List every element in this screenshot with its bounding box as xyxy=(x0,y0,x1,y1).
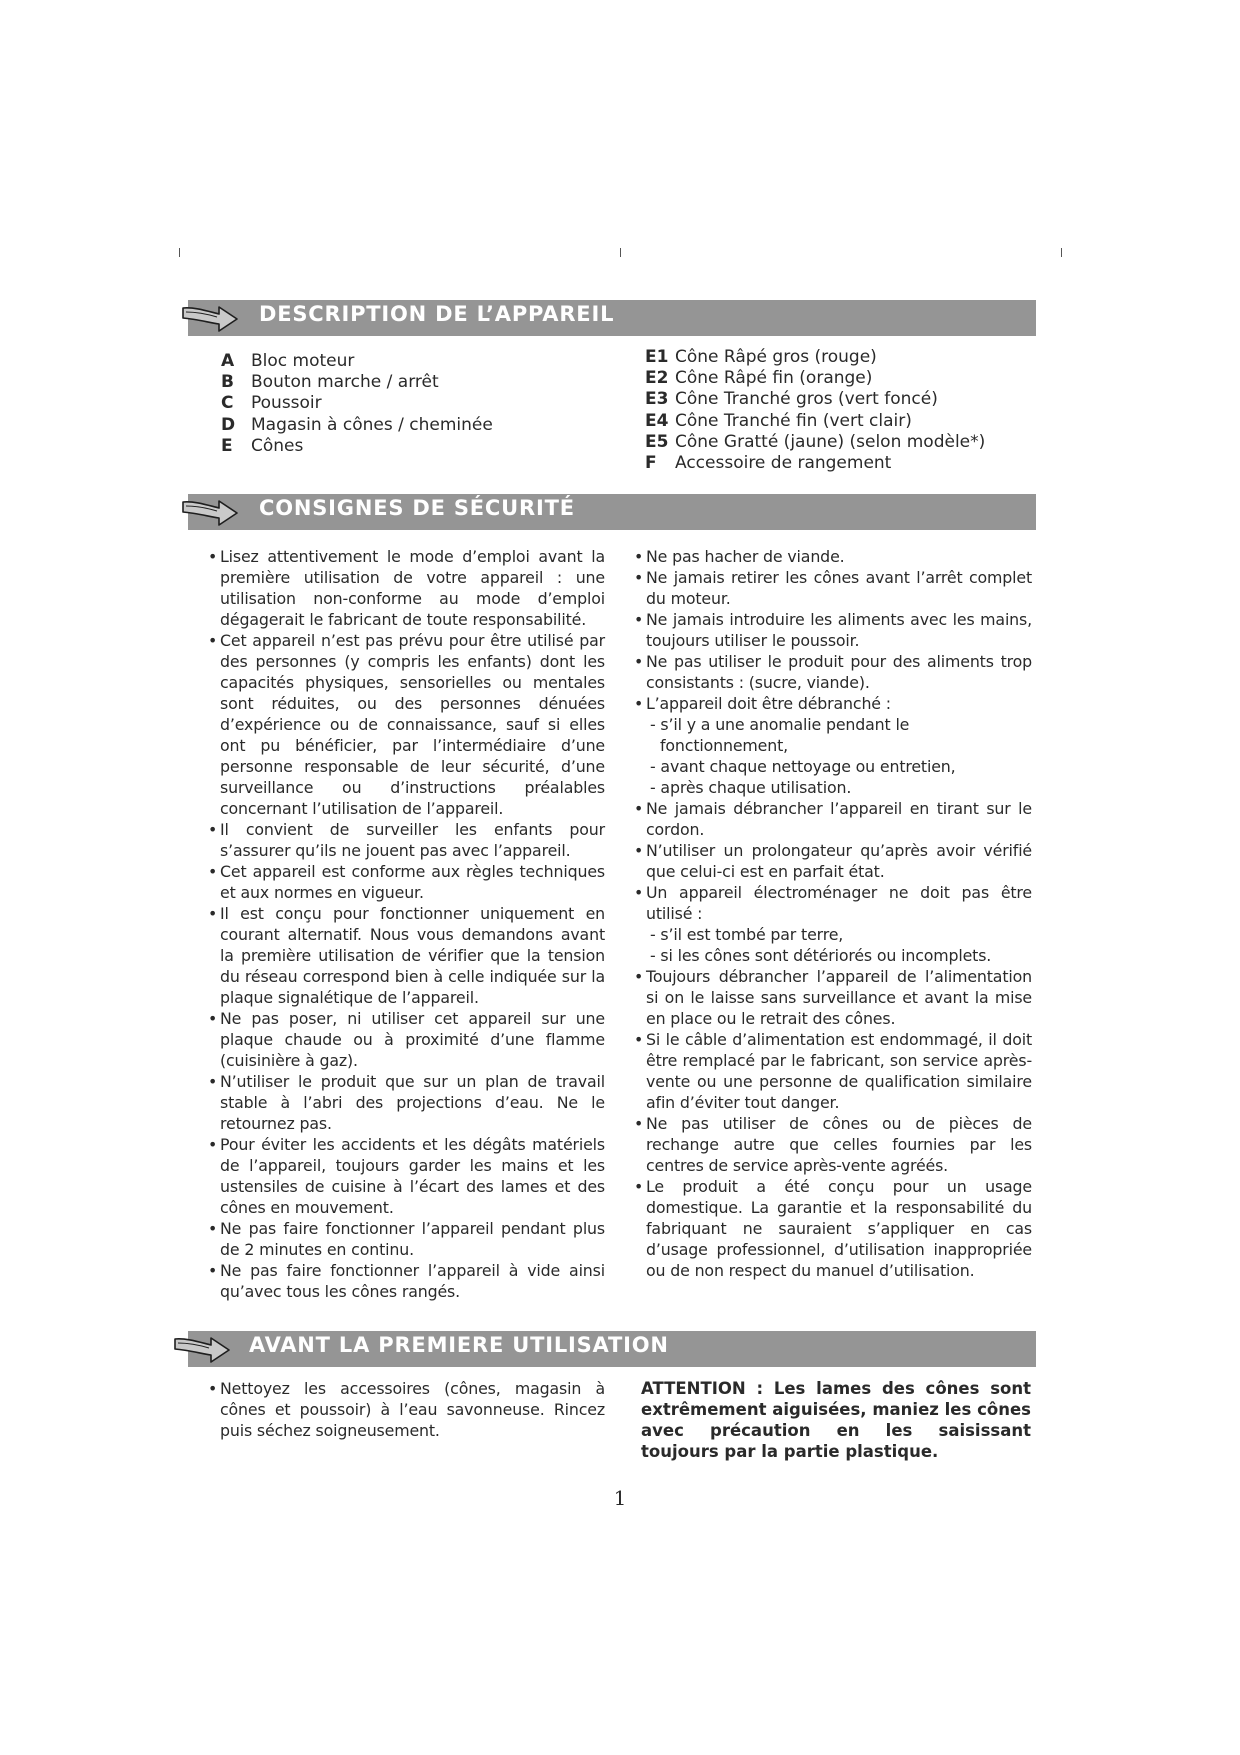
list-item: • L’appareil doit être débranché : - s’il y a une anomalie pendant le fonctionnement, - avant chaque nettoyage ou entretien, - après chaque utilisation. xyxy=(634,693,1032,798)
sub-item: - s’il y a une anomalie pendant le fonctionnement, xyxy=(650,715,910,755)
list-item: • N’utiliser un prolongateur qu’après avoir vérifié que celui-ci est en parfait état. xyxy=(634,840,1032,882)
crop-mark xyxy=(1061,248,1062,257)
list-item: • Le produit a été conçu pour un usage domestique. La garantie et la responsabilité du fabriquant ne sauraient s’appliquer en cas d’usage professionnel, d’utilisation inappropriée ou de non respect du manuel d’utilisation. xyxy=(634,1176,1032,1281)
section-title: CONSIGNES DE SÉCURITÉ xyxy=(259,496,575,520)
sub-item: - s’il est tombé par terre, xyxy=(650,925,844,944)
list-item: E1 Cône Râpé gros (rouge) xyxy=(645,347,877,367)
list-item: B Bouton marche / arrêt xyxy=(221,372,439,393)
list-item: • N’utiliser le produit que sur un plan de travail stable à l’abri des projections d’eau. Ne le retournez pas. xyxy=(208,1071,605,1134)
safety-list-right xyxy=(634,546,1032,1281)
section-title: AVANT LA PREMIERE UTILISATION xyxy=(249,1333,669,1357)
list-item: • Toujours débrancher l’appareil de l’alimentation si on le laisse sans surveillance et avant la mise en place ou le retrait des cônes. xyxy=(634,966,1032,1029)
section-title: DESCRIPTION DE L’APPAREIL xyxy=(259,302,615,326)
crop-mark xyxy=(620,248,621,257)
section-header-description xyxy=(188,300,1036,336)
list-item: • Cet appareil est conforme aux règles techniques et aux normes en vigueur. xyxy=(208,861,605,903)
safety-list-left xyxy=(208,546,605,1302)
parts-list-left xyxy=(221,351,493,457)
list-item: • Ne pas poser, ni utiliser cet appareil sur une plaque chaude ou à proximité d’une flamme (cuisinière à gaz). xyxy=(208,1008,605,1071)
list-item: • Ne pas faire fonctionner l’appareil à vide ainsi qu’avec tous les cônes rangés. xyxy=(208,1260,605,1302)
sub-item: - après chaque utilisation. xyxy=(650,778,852,797)
list-item: E2 Cône Râpé fin (orange) xyxy=(645,368,873,389)
list-item: • Il convient de surveiller les enfants pour s’assurer qu’ils ne jouent pas avec l’appareil. xyxy=(208,819,605,861)
list-item: E5 Cône Gratté (jaune) (selon modèle*) xyxy=(645,431,986,452)
arrow-icon xyxy=(173,1333,231,1367)
list-item: • Si le câble d’alimentation est endommagé, il doit être remplacé par le fabricant, son service après-vente ou une personne de qualification similaire afin d’éviter tout danger. xyxy=(634,1029,1032,1113)
arrow-icon xyxy=(181,496,239,530)
list-item: • Il est conçu pour fonctionner uniquement en courant alternatif. Nous vous demandons avant la première utilisation de vérifier que la tension du réseau correspond bien à celle indiquée sur la plaque signalétique de l’appareil. xyxy=(208,903,605,1008)
sub-item: - si les cônes sont détériorés ou incomplets. xyxy=(650,946,992,965)
list-item: • Ne pas hacher de viande. xyxy=(634,546,1032,567)
list-item: • Nettoyez les accessoires (cônes, magasin à cônes et poussoir) à l’eau savonneuse. Rincez puis séchez soigneusement. xyxy=(208,1378,605,1441)
list-item: F Accessoire de rangement xyxy=(645,453,892,474)
parts-list-right xyxy=(645,347,985,474)
arrow-icon xyxy=(181,302,239,336)
crop-mark xyxy=(179,248,180,257)
list-item: • Ne jamais retirer les cônes avant l’arrêt complet du moteur. xyxy=(634,567,1032,609)
list-item: D Magasin à cônes / cheminée xyxy=(221,414,493,435)
list-item: • Ne pas utiliser de cônes ou de pièces de rechange autre que celles fournies par les centres de service après-vente agréés. xyxy=(634,1113,1032,1176)
list-item: • Ne pas faire fonctionner l’appareil pendant plus de 2 minutes en continu. xyxy=(208,1218,605,1260)
list-item: C Poussoir xyxy=(221,393,322,414)
sub-item: - avant chaque nettoyage ou entretien, xyxy=(650,757,956,776)
list-item: E3 Cône Tranché gros (vert foncé) xyxy=(645,389,938,410)
page-number: 1 xyxy=(613,1486,627,1510)
section-header-safety xyxy=(188,494,1036,530)
section-header-first-use xyxy=(188,1331,1036,1367)
list-item: • Un appareil électroménager ne doit pas être utilisé : - s’il est tombé par terre, - si les cônes sont détériorés ou incomplets. xyxy=(634,882,1032,966)
list-item: E4 Cône Tranché fin (vert clair) xyxy=(645,410,912,431)
list-item: A Bloc moteur xyxy=(221,351,355,371)
list-item: E Cônes xyxy=(221,435,304,456)
list-item: • Ne jamais débrancher l’appareil en tirant sur le cordon. xyxy=(634,798,1032,840)
list-item: • Cet appareil n’est pas prévu pour être utilisé par des personnes (y compris les enfants) dont les capacités physiques, sensorielles ou mentales sont réduites, ou des personnes dénuées d’expérience ou de connaissance, sauf si elles ont pu bénéficier, par l’intermédiaire d’une personne responsable de leur sécurité, d’une surveillance ou d’instructions préalables concernant l’utilisation de l’appareil. xyxy=(208,630,605,819)
list-item: • Ne jamais introduire les aliments avec les mains, toujours utiliser le poussoir. xyxy=(634,609,1032,651)
list-item: • Lisez attentivement le mode d’emploi avant la première utilisation de votre appareil : une utilisation non-conforme au mode d’emploi dégagerait le fabricant de toute responsabilité. xyxy=(208,546,605,630)
first-use-list xyxy=(208,1378,605,1441)
list-item: • Pour éviter les accidents et les dégâts matériels de l’appareil, toujours garder les mains et les ustensiles de cuisine à l’écart des lames et des cônes en mouvement. xyxy=(208,1134,605,1218)
attention-note: ATTENTION : Les lames des cônes sont extrêmement aiguisées, maniez les cônes avec précaution en les saisissant toujours par la partie plastique. xyxy=(641,1379,1031,1461)
list-item: • Ne pas utiliser le produit pour des aliments trop consistants : (sucre, viande). xyxy=(634,651,1032,693)
